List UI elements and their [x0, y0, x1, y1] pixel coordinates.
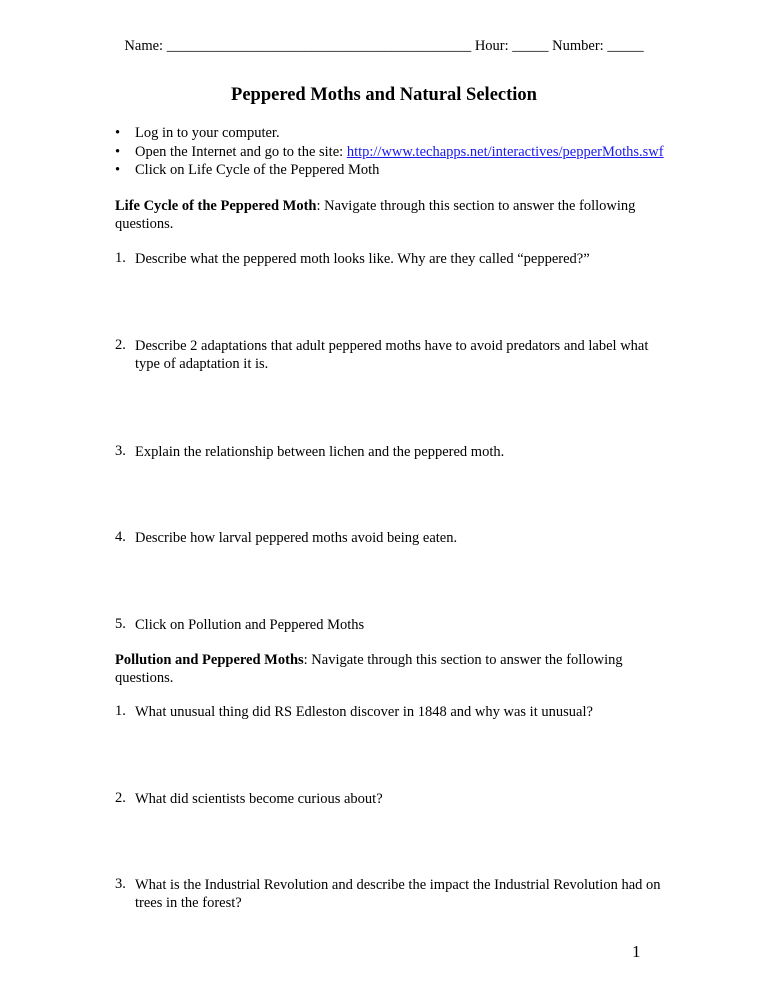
question-text: Describe how larval peppered moths avoid being eaten.	[135, 530, 458, 546]
question-number: 1.	[115, 703, 126, 719]
site-link[interactable]: http://www.techapps.net/interactives/pepperMoths.swf	[346, 144, 664, 160]
question-number: 1.	[115, 250, 126, 266]
bullet-icon: •	[115, 162, 121, 178]
question-text: What unusual thing did RS Edleston discover in 1848 and why was it unusual?	[135, 704, 593, 720]
question-number: 5.	[115, 616, 126, 632]
question-text: Describe what the peppered moth looks like. Why are they called “peppered?”	[135, 251, 590, 267]
section2-heading: Pollution and Peppered Moths	[115, 652, 304, 668]
page-number: 1	[632, 942, 641, 961]
section1-intro	[115, 197, 655, 233]
section1-heading: Life Cycle of the Peppered Moth	[115, 198, 317, 214]
question-number: 3.	[115, 443, 126, 459]
hour-blank[interactable]: _____	[512, 38, 549, 54]
question-number: 2.	[115, 337, 126, 353]
page-title: Peppered Moths and Natural Selection	[231, 85, 537, 105]
bullet-icon: •	[115, 144, 121, 160]
number-label: Number:	[552, 38, 604, 54]
question-text: Describe 2 adaptations that adult peppered moths have to avoid predators and label what type of adaptation it is.	[135, 338, 649, 372]
student-info-line	[0, 38, 768, 55]
question-number: 2.	[115, 790, 126, 806]
number-blank[interactable]: _____	[607, 38, 644, 54]
bullet-text: Click on Life Cycle of the Peppered Moth	[135, 162, 380, 178]
question-number: 3.	[115, 876, 126, 892]
question-number: 4.	[115, 529, 126, 545]
bullet-text: Log in to your computer.	[135, 125, 280, 141]
question-text: What is the Industrial Revolution and describe the impact the Industrial Revolution had on trees in the forest?	[135, 877, 661, 911]
bullet-icon: •	[115, 125, 121, 141]
question-text: Click on Pollution and Peppered Moths	[135, 617, 365, 633]
bullet-text-prefix: Open the Internet and go to the site:	[135, 144, 347, 160]
section1-intro-text: : Navigate through this section to answer the following questions.	[115, 198, 636, 232]
section2-intro-text: : Navigate through this section to answer the following questions.	[115, 652, 623, 686]
bullet-text	[135, 144, 664, 161]
name-label: Name:	[124, 38, 164, 54]
name-blank[interactable]: __________________________________________	[166, 38, 472, 54]
hour-label: Hour:	[474, 38, 509, 54]
question-text: Explain the relationship between lichen and the peppered moth.	[135, 444, 505, 460]
section2-intro	[115, 651, 655, 687]
question-text: What did scientists become curious about?	[135, 791, 383, 807]
